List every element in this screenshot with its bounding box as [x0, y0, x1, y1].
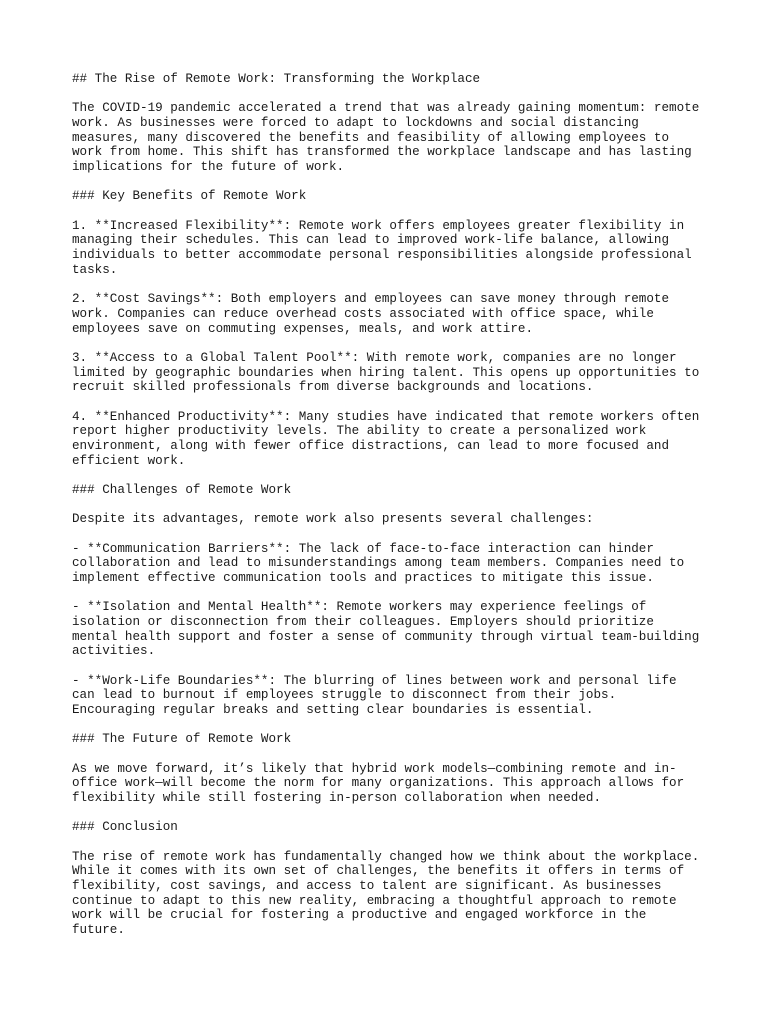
document-body: [72, 72, 712, 952]
benefit-item-cost-savings: [72, 292, 712, 336]
benefit-item-productivity: [72, 410, 712, 469]
text-line: continue to adapt to this new reality, embracing a thoughtful approach to remote: [72, 893, 677, 908]
text-line: office work—will become the norm for many organizations. This approach allows for: [72, 776, 685, 791]
challenge-item-communication: [72, 542, 712, 586]
text-line: recruit skilled professionals from diverse backgrounds and locations.: [72, 380, 594, 395]
text-line: individuals to better accommodate personal responsibilities alongside professional: [72, 248, 692, 263]
text-line: work. Companies can reduce overhead costs associated with office space, while: [72, 306, 654, 321]
text-line: As we move forward, it’s likely that hybrid work models—combining remote and in-: [72, 761, 677, 776]
text-line: ### Challenges of Remote Work: [72, 482, 292, 497]
text-line: ### The Future of Remote Work: [72, 732, 292, 747]
text-line: mental health support and foster a sense of community through virtual team-building: [72, 629, 700, 644]
section-heading-future: [72, 732, 712, 747]
challenge-item-boundaries: [72, 674, 712, 718]
text-line: measures, many discovered the benefits and feasibility of allowing employees to: [72, 130, 670, 145]
text-line: work will be crucial for fostering a productive and engaged workforce in the: [72, 908, 647, 923]
text-line: employees save on commuting expenses, meals, and work attire.: [72, 321, 534, 336]
text-line: can lead to burnout if employees struggle to disconnect from their jobs.: [72, 688, 617, 703]
text-line: 2. **Cost Savings**: Both employers and employees can save money through remote: [72, 292, 670, 307]
text-line: flexibility while still fostering in-person collaboration when needed.: [72, 791, 602, 806]
text-line: work from home. This shift has transformed the workplace landscape and has lasting: [72, 145, 692, 160]
text-line: The rise of remote work has fundamentally changed how we think about the workplace.: [72, 849, 700, 864]
text-line: tasks.: [72, 262, 118, 277]
text-line: implement effective communication tools and practices to mitigate this issue.: [72, 570, 654, 585]
benefit-item-talent-pool: [72, 351, 712, 395]
text-line: efficient work.: [72, 453, 186, 468]
text-line: While it comes with its own set of challenges, the benefits it offers in terms of: [72, 864, 685, 879]
document-title: [72, 72, 712, 87]
text-line: flexibility, cost savings, and access to talent are significant. As businesses: [72, 879, 662, 894]
text-line: environment, along with fewer office distractions, can lead to more focused and: [72, 438, 670, 453]
text-line: - **Isolation and Mental Health**: Remote workers may experience feelings of: [72, 600, 647, 615]
section-heading-benefits: [72, 189, 712, 204]
text-line: 1. **Increased Flexibility**: Remote work offers employees greater flexibility in: [72, 218, 685, 233]
text-line: limited by geographic boundaries when hiring talent. This opens up opportunities to: [72, 365, 700, 380]
section-heading-conclusion: [72, 820, 712, 835]
text-line: work. As businesses were forced to adapt to lockdowns and social distancing: [72, 116, 639, 130]
text-line: managing their schedules. This can lead to improved work-life balance, allowing: [72, 233, 670, 248]
text-line: ### Key Benefits of Remote Work: [72, 189, 307, 204]
conclusion-paragraph: [72, 850, 712, 938]
text-line: collaboration and lead to misunderstandings among team members. Companies need to: [72, 556, 685, 571]
text-line: - **Work-Life Boundaries**: The blurring of lines between work and personal life: [72, 673, 677, 688]
text-line: report higher productivity levels. The ability to create a personalized work: [72, 424, 647, 439]
benefit-item-flexibility: [72, 219, 712, 278]
text-line: isolation or disconnection from their colleagues. Employers should prioritize: [72, 614, 654, 629]
text-line: Encouraging regular breaks and setting clear boundaries is essential.: [72, 703, 594, 718]
future-paragraph: [72, 762, 712, 806]
text-line: 4. **Enhanced Productivity**: Many studies have indicated that remote workers often: [72, 409, 700, 424]
text-line: future.: [72, 923, 125, 938]
text-line: ## The Rise of Remote Work: Transforming the Workplace: [72, 72, 481, 86]
text-line: ### Conclusion: [72, 820, 178, 835]
text-line: The COVID-19 pandemic accelerated a trend that was already gaining momentum: remote: [72, 101, 700, 116]
intro-paragraph: [72, 101, 712, 175]
text-line: implications for the future of work.: [72, 160, 345, 175]
text-line: Despite its advantages, remote work also presents several challenges:: [72, 512, 594, 527]
text-line: - **Communication Barriers**: The lack of face-to-face interaction can hinder: [72, 541, 654, 556]
text-line: 3. **Access to a Global Talent Pool**: With remote work, companies are no longer: [72, 350, 677, 365]
text-line: activities.: [72, 644, 156, 659]
section-heading-challenges: [72, 483, 712, 498]
challenge-item-isolation: [72, 600, 712, 659]
challenges-intro-paragraph: [72, 512, 712, 527]
